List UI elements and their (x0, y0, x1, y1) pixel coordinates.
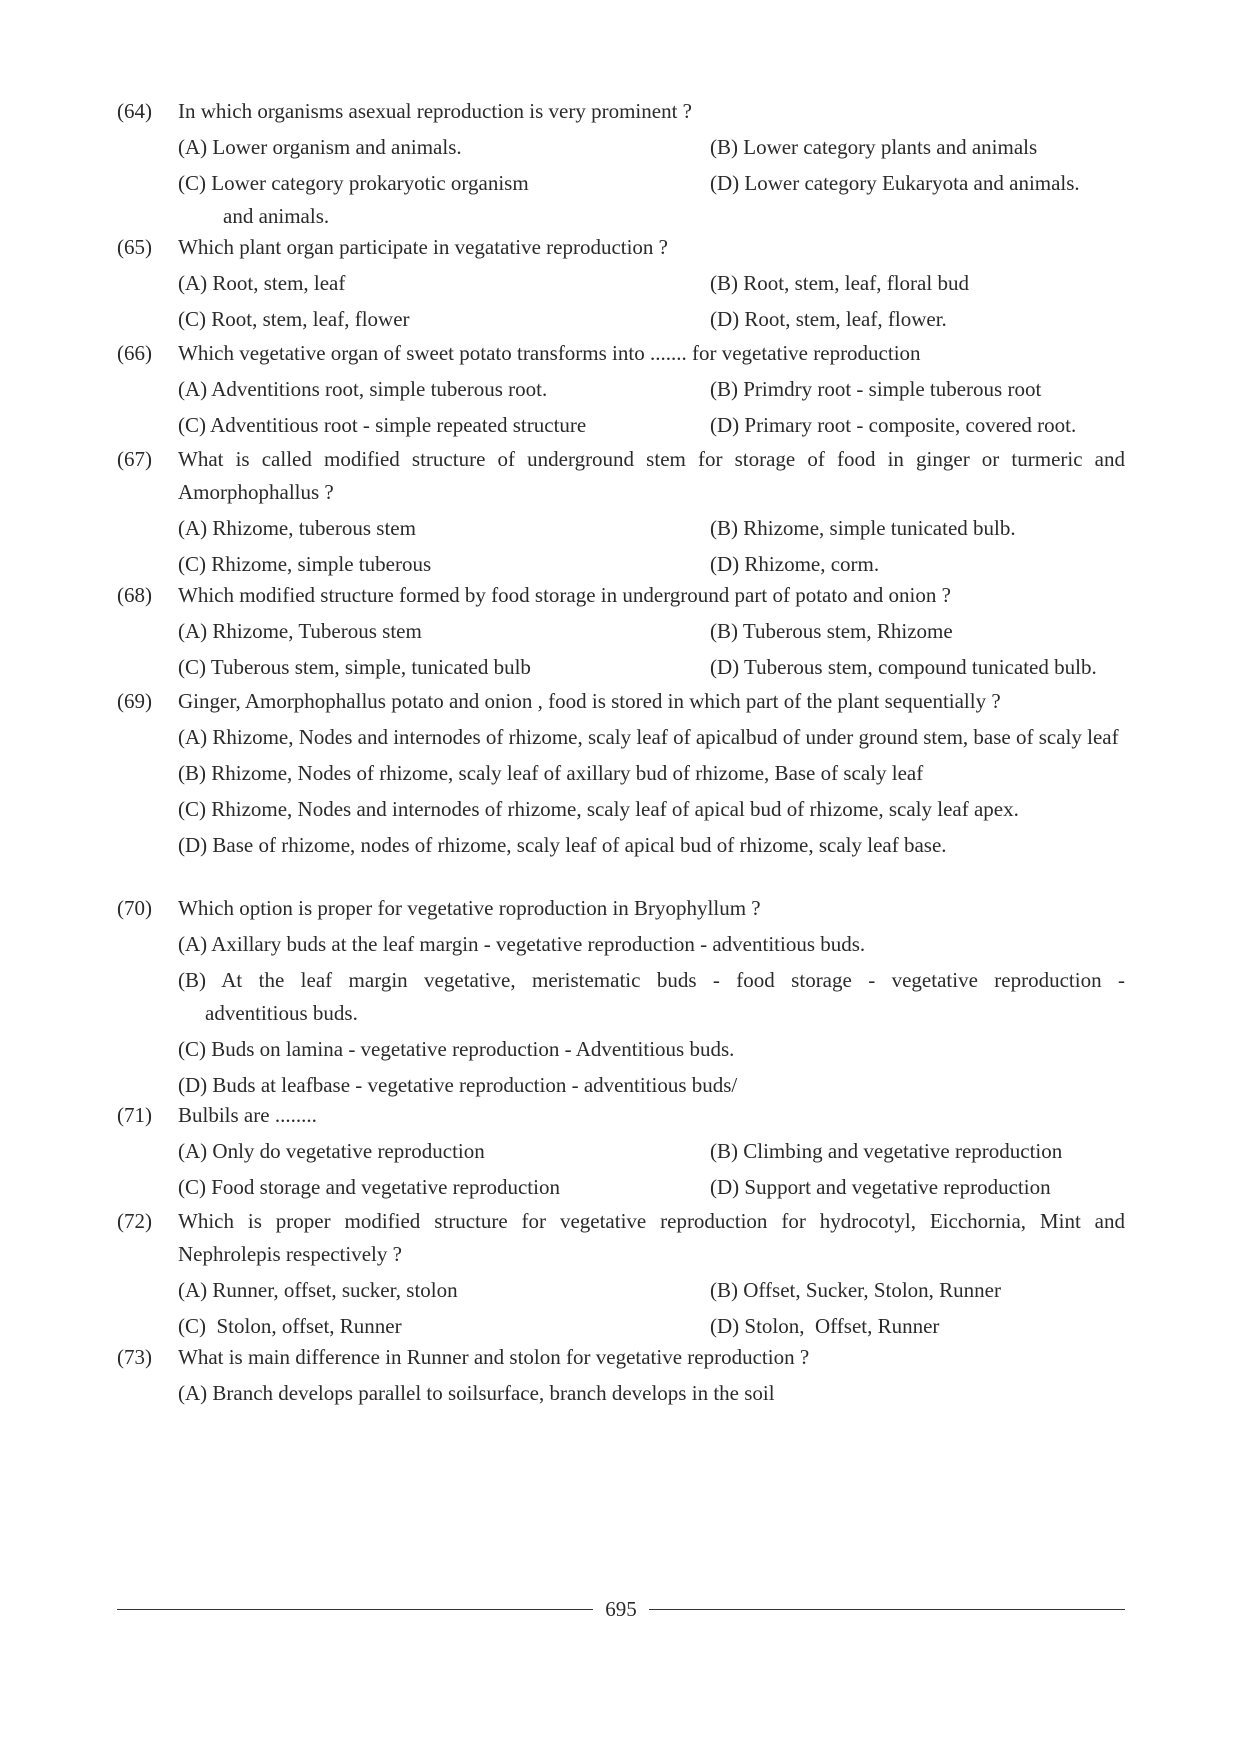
option-b: (B) Rhizome, simple tunicated bulb. (710, 516, 1016, 540)
question-text: In which organisms asexual reproduction is very prominent ? (178, 99, 692, 123)
option-b-continuation: adventitious buds. (205, 1001, 358, 1025)
option-d: (D) Tuberous stem, compound tunicated bulb. (710, 655, 1097, 679)
page-footer (117, 1592, 1125, 1626)
option-a: (A) Rhizome, tuberous stem (178, 516, 416, 540)
option-b: (B) Root, stem, leaf, floral bud (710, 271, 969, 295)
option-a: (A) Rhizome, Tuberous stem (178, 619, 422, 643)
option-c: (C) Rhizome, Nodes and internodes of rhizome, scaly leaf of apical bud of rhizome, scaly leaf apex. (178, 797, 1019, 821)
question-70 (117, 892, 1125, 1102)
option-b: (B) At the leaf margin vegetative, meristematic buds - food storage - vegetative reproduction - (178, 968, 1125, 992)
option-d: (D) Root, stem, leaf, flower. (710, 307, 947, 331)
option-c: (C) Rhizome, simple tuberous (178, 552, 432, 576)
option-d: (D) Buds at leafbase - vegetative reproduction - adventitious buds/ (178, 1073, 738, 1097)
question-text: Which plant organ participate in vegatative reproduction ? (178, 235, 669, 259)
option-d: (D) Primary root - composite, covered root. (710, 413, 1077, 437)
option-b: (B) Lower category plants and animals (710, 135, 1038, 159)
question-text: Which vegetative organ of sweet potato transforms into ....... for vegetative reproduction (178, 341, 921, 365)
option-a: (A) Runner, offset, sucker, stolon (178, 1278, 458, 1302)
footer-rule-right (649, 1609, 1125, 1610)
question-text: Bulbils are ........ (178, 1103, 317, 1127)
question-73 (117, 1341, 1125, 1410)
page-number: 695 (605, 1597, 637, 1621)
option-d: (D) Base of rhizome, nodes of rhizome, scaly leaf of apical bud of rhizome, scaly leaf base. (178, 833, 947, 857)
question-64 (117, 95, 1125, 233)
option-a: (A) Axillary buds at the leaf margin - vegetative reproduction - adventitious buds. (178, 932, 866, 956)
question-text: Which modified structure formed by food storage in underground part of potato and onion ? (178, 583, 951, 607)
question-number: (66) (117, 341, 152, 365)
question-66 (117, 337, 1125, 442)
option-b: (B) Offset, Sucker, Stolon, Runner (710, 1278, 1001, 1302)
question-number: (70) (117, 896, 152, 920)
question-number: (71) (117, 1103, 152, 1127)
question-72 (117, 1205, 1125, 1343)
option-a: (A) Lower organism and animals. (178, 135, 462, 159)
option-c: (C) Food storage and vegetative reproduction (178, 1175, 560, 1199)
option-a: (A) Adventitions root, simple tuberous root. (178, 377, 548, 401)
option-b: (B) Rhizome, Nodes of rhizome, scaly leaf of axillary bud of rhizome, Base of scaly leaf (178, 761, 924, 785)
question-text: What is called modified structure of underground stem for storage of food in ginger or turmeric and Amorphophallus ? (178, 447, 1125, 504)
option-d: (D) Stolon, Offset, Runner (710, 1314, 940, 1338)
option-a: (A) Root, stem, leaf (178, 271, 346, 295)
question-text: Which option is proper for vegetative roproduction in Bryophyllum ? (178, 896, 761, 920)
option-b: (B) Climbing and vegetative reproduction (710, 1139, 1063, 1163)
footer-rule-left (117, 1609, 593, 1610)
question-67 (117, 443, 1125, 581)
question-number: (72) (117, 1209, 152, 1233)
option-c: (C) Tuberous stem, simple, tunicated bulb (178, 655, 531, 679)
option-b: (B) Tuberous stem, Rhizome (710, 619, 953, 643)
option-d: (D) Lower category Eukaryota and animals. (710, 171, 1080, 195)
question-number: (69) (117, 689, 152, 713)
option-a: (A) Branch develops parallel to soilsurface, branch develops in the soil (178, 1381, 775, 1405)
option-b: (B) Primdry root - simple tuberous root (710, 377, 1042, 401)
option-c: (C) Buds on lamina - vegetative reproduction - Adventitious buds. (178, 1037, 735, 1061)
option-c: (C) Adventitious root - simple repeated structure (178, 413, 587, 437)
option-c: (C) Stolon, offset, Runner (178, 1314, 402, 1338)
option-c: (C) Root, stem, leaf, flower (178, 307, 410, 331)
question-text: Ginger, Amorphophallus potato and onion , food is stored in which part of the plant sequentially ? (178, 689, 1001, 713)
question-text: Which is proper modified structure for vegetative reproduction for hydrocotyl, Eicchornia, Mint and Nephrolepis respectively ? (178, 1209, 1125, 1266)
option-d: (D) Support and vegetative reproduction (710, 1175, 1051, 1199)
question-69 (117, 685, 1125, 862)
option-a: (A) Rhizome, Nodes and internodes of rhizome, scaly leaf of apicalbud of under ground stem, base of scaly leaf (178, 725, 1119, 749)
option-c: (C) Lower category prokaryotic organism (178, 171, 529, 195)
question-number: (65) (117, 235, 152, 259)
question-65 (117, 231, 1125, 336)
option-d: (D) Rhizome, corm. (710, 552, 880, 576)
question-68 (117, 579, 1125, 684)
question-number: (64) (117, 99, 152, 123)
question-number: (67) (117, 447, 152, 471)
question-number: (73) (117, 1345, 152, 1369)
question-text: What is main difference in Runner and stolon for vegetative reproduction ? (178, 1345, 810, 1369)
option-c-continuation: and animals. (223, 204, 330, 228)
question-number: (68) (117, 583, 152, 607)
option-a: (A) Only do vegetative reproduction (178, 1139, 485, 1163)
question-71 (117, 1099, 1125, 1204)
